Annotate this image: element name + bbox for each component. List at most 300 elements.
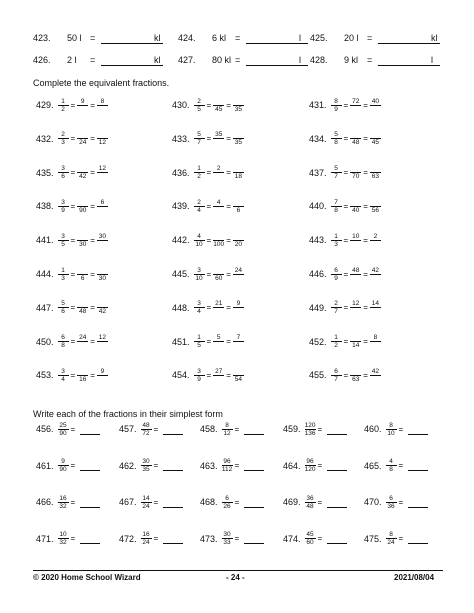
answer-line[interactable] bbox=[80, 424, 100, 435]
fraction bbox=[233, 267, 244, 282]
question-number: 460. bbox=[364, 424, 382, 434]
equals-sign: = bbox=[343, 134, 349, 144]
simplify-fraction-question bbox=[283, 420, 347, 438]
equivalent-fraction-question bbox=[309, 266, 381, 282]
question-number: 461. bbox=[36, 460, 54, 471]
question-number: 433. bbox=[172, 133, 190, 144]
fraction bbox=[350, 131, 361, 146]
numerator: 2 bbox=[197, 97, 201, 105]
equals-sign: = bbox=[343, 269, 349, 279]
answer-line[interactable] bbox=[80, 460, 100, 471]
simplify-fraction-question bbox=[200, 530, 264, 548]
equals-sign: = bbox=[367, 33, 373, 43]
numerator bbox=[77, 165, 88, 172]
equivalent-fraction-question bbox=[172, 198, 244, 214]
denominator: 10 bbox=[387, 429, 395, 437]
equals-sign: = bbox=[206, 201, 212, 211]
answer-line[interactable] bbox=[163, 460, 183, 471]
answer-line[interactable] bbox=[408, 497, 428, 508]
section-heading-equivalent: Complete the equivalent fractions. bbox=[33, 78, 170, 88]
equals-sign: = bbox=[363, 235, 368, 245]
fraction bbox=[58, 458, 69, 473]
numerator bbox=[233, 233, 244, 240]
simplify-fraction-question bbox=[283, 457, 347, 475]
denominator bbox=[213, 173, 224, 180]
equivalent-fraction-question bbox=[36, 266, 108, 282]
denominator: 5 bbox=[197, 342, 201, 350]
equals-sign: = bbox=[90, 337, 95, 347]
numerator: 5 bbox=[334, 165, 338, 173]
numerator bbox=[233, 131, 244, 138]
answer-line[interactable] bbox=[101, 65, 163, 66]
denominator: 6 bbox=[236, 206, 241, 214]
question-number: 425. bbox=[310, 33, 328, 43]
equals-sign: = bbox=[363, 168, 368, 178]
question-number: 467. bbox=[119, 497, 137, 507]
equals-sign: = bbox=[206, 134, 212, 144]
denominator: 36 bbox=[387, 502, 395, 510]
equals-sign: = bbox=[343, 303, 349, 313]
equals-sign: = bbox=[206, 235, 212, 245]
answer-line[interactable] bbox=[80, 533, 100, 544]
numerator bbox=[350, 131, 361, 138]
numerator bbox=[233, 98, 244, 105]
numerator bbox=[97, 300, 108, 307]
denominator: 48 bbox=[79, 308, 87, 316]
equals-sign: = bbox=[70, 269, 76, 279]
equals-sign: = bbox=[363, 201, 368, 211]
numerator: 1 bbox=[334, 232, 338, 240]
simplify-fraction-question bbox=[119, 530, 183, 548]
denominator bbox=[350, 241, 361, 248]
equals-sign: = bbox=[363, 370, 368, 380]
numerator: 5 bbox=[216, 334, 221, 342]
denominator bbox=[350, 308, 361, 315]
numerator bbox=[350, 334, 361, 341]
denominator: 26 bbox=[223, 502, 231, 510]
fraction bbox=[370, 267, 381, 282]
fraction bbox=[350, 199, 361, 214]
numerator: 2 bbox=[216, 165, 221, 173]
numerator bbox=[97, 131, 108, 138]
answer-line[interactable] bbox=[378, 65, 440, 66]
denominator bbox=[213, 139, 224, 146]
question-number: 432. bbox=[36, 133, 54, 144]
fraction bbox=[386, 495, 397, 510]
equals-sign: = bbox=[90, 134, 95, 144]
denominator: 9 bbox=[197, 375, 201, 383]
numerator: 42 bbox=[371, 367, 379, 375]
denominator: 100 bbox=[213, 240, 225, 248]
equivalent-fraction-question bbox=[172, 131, 244, 147]
denominator: 45 bbox=[371, 139, 379, 147]
denominator: 60 bbox=[215, 274, 223, 282]
fraction bbox=[350, 165, 361, 180]
denominator bbox=[213, 376, 224, 383]
fraction bbox=[213, 98, 224, 113]
question-number: 453. bbox=[36, 370, 54, 381]
answer-line[interactable] bbox=[327, 460, 347, 471]
footer-date: 2021/08/04 bbox=[394, 573, 435, 582]
question-number: 475. bbox=[364, 533, 382, 544]
answer-line[interactable] bbox=[246, 65, 308, 66]
fraction bbox=[233, 131, 244, 146]
denominator: 90 bbox=[79, 206, 87, 214]
fraction bbox=[350, 334, 361, 349]
denominator: 30 bbox=[79, 240, 87, 248]
equals-sign: = bbox=[90, 269, 95, 279]
equals-sign: = bbox=[235, 33, 241, 43]
equals-sign: = bbox=[363, 134, 368, 144]
numerator: 48 bbox=[142, 421, 150, 429]
equivalent-fraction-question bbox=[172, 367, 244, 383]
equals-sign: = bbox=[317, 534, 323, 543]
answer-line[interactable] bbox=[163, 497, 183, 508]
simplify-fraction-question bbox=[283, 493, 347, 511]
question-number: 447. bbox=[36, 302, 54, 313]
fraction bbox=[222, 495, 233, 510]
fraction bbox=[386, 531, 397, 546]
fraction bbox=[77, 334, 88, 349]
equals-sign: = bbox=[317, 424, 323, 434]
equals-sign: = bbox=[90, 168, 95, 178]
numerator: 8 bbox=[389, 531, 393, 538]
fraction bbox=[305, 531, 316, 546]
denominator: 4 bbox=[61, 375, 65, 383]
numerator: 36 bbox=[306, 494, 314, 502]
unit: l bbox=[299, 55, 301, 65]
denominator bbox=[370, 241, 381, 248]
fraction bbox=[233, 233, 244, 248]
equivalent-fraction-question bbox=[309, 367, 381, 383]
fraction bbox=[370, 368, 381, 383]
equals-sign: = bbox=[153, 497, 159, 507]
fraction bbox=[77, 131, 88, 146]
numerator bbox=[350, 165, 361, 172]
fraction bbox=[194, 334, 205, 349]
equals-sign: = bbox=[70, 235, 76, 245]
numerator: 9 bbox=[61, 458, 65, 465]
equals-sign: = bbox=[90, 201, 95, 211]
denominator bbox=[350, 275, 361, 282]
numerator: 24 bbox=[79, 334, 87, 342]
denominator: 9 bbox=[61, 206, 65, 214]
fraction bbox=[331, 199, 342, 214]
question-number: 454. bbox=[172, 370, 190, 381]
question-number: 463. bbox=[200, 460, 218, 471]
fraction bbox=[141, 422, 152, 437]
fraction bbox=[331, 233, 342, 248]
equals-sign: = bbox=[234, 424, 240, 434]
answer-line[interactable] bbox=[163, 533, 183, 544]
question-number: 427. bbox=[178, 55, 196, 65]
numerator: 10 bbox=[352, 232, 360, 240]
answer-line[interactable] bbox=[244, 460, 264, 471]
fraction bbox=[58, 199, 69, 214]
equals-sign: = bbox=[206, 337, 212, 347]
equivalent-fraction-question bbox=[172, 334, 244, 350]
question-number: 459. bbox=[283, 424, 301, 434]
denominator: 7 bbox=[334, 173, 338, 181]
answer-line[interactable] bbox=[408, 424, 428, 435]
answer-line[interactable] bbox=[163, 424, 183, 435]
denominator: 136 bbox=[304, 429, 316, 437]
fraction bbox=[305, 495, 316, 510]
denominator: 32 bbox=[59, 539, 67, 546]
equivalent-fraction-question bbox=[309, 198, 381, 214]
fraction bbox=[233, 199, 244, 214]
fraction bbox=[331, 131, 342, 146]
denominator: 48 bbox=[306, 502, 314, 510]
equals-sign: = bbox=[153, 461, 159, 470]
denominator: 2 bbox=[334, 342, 338, 350]
numerator bbox=[370, 165, 381, 172]
numerator: 3 bbox=[197, 266, 201, 274]
numerator: 12 bbox=[98, 334, 106, 342]
equivalent-fraction-question bbox=[36, 300, 108, 316]
equals-sign: = bbox=[206, 269, 212, 279]
fraction bbox=[331, 165, 342, 180]
equals-sign: = bbox=[70, 100, 76, 110]
question-number: 442. bbox=[172, 235, 190, 246]
numerator: 5 bbox=[197, 131, 201, 139]
fraction bbox=[141, 531, 152, 546]
numerator bbox=[213, 233, 224, 240]
simplify-fraction-question bbox=[200, 493, 264, 511]
denominator: 9 bbox=[334, 274, 338, 282]
fraction bbox=[58, 368, 69, 383]
answer-line[interactable] bbox=[378, 43, 440, 44]
denominator: 8 bbox=[334, 139, 338, 147]
numerator: 9 bbox=[80, 97, 85, 105]
answer-line[interactable] bbox=[327, 533, 347, 544]
denominator: 33 bbox=[223, 539, 231, 546]
denominator bbox=[213, 308, 224, 315]
answer-line[interactable] bbox=[80, 497, 100, 508]
quantity: 80 kl bbox=[212, 55, 232, 65]
fraction bbox=[386, 458, 397, 473]
answer-line[interactable] bbox=[246, 43, 308, 44]
equals-sign: = bbox=[235, 55, 241, 65]
answer-line[interactable] bbox=[408, 460, 428, 471]
equals-sign: = bbox=[226, 168, 231, 178]
simplify-fraction-question bbox=[119, 457, 183, 475]
fraction bbox=[370, 165, 381, 180]
equals-sign: = bbox=[398, 497, 404, 507]
simplify-fraction-question bbox=[364, 420, 428, 438]
simplify-fraction-question bbox=[119, 420, 183, 438]
fraction bbox=[77, 368, 88, 383]
numerator: 8 bbox=[373, 334, 378, 342]
fraction bbox=[194, 98, 205, 113]
equals-sign: = bbox=[90, 235, 95, 245]
denominator: 2 bbox=[61, 105, 65, 113]
fraction bbox=[58, 531, 69, 546]
equals-sign: = bbox=[363, 337, 368, 347]
fraction bbox=[233, 300, 244, 315]
numerator: 30 bbox=[142, 458, 150, 465]
equals-sign: = bbox=[363, 303, 368, 313]
equivalent-fraction-question bbox=[309, 232, 381, 248]
fraction bbox=[213, 334, 224, 349]
equals-sign: = bbox=[343, 201, 349, 211]
fraction bbox=[213, 267, 224, 282]
equals-sign: = bbox=[226, 370, 231, 380]
answer-line[interactable] bbox=[244, 424, 264, 435]
fraction bbox=[222, 458, 233, 473]
fraction bbox=[194, 199, 205, 214]
answer-line[interactable] bbox=[327, 497, 347, 508]
equals-sign: = bbox=[70, 424, 76, 434]
denominator: 4 bbox=[197, 206, 201, 214]
equals-sign: = bbox=[206, 303, 212, 313]
numerator: 3 bbox=[61, 232, 65, 240]
question-number: 434. bbox=[309, 133, 327, 144]
denominator: 30 bbox=[98, 274, 106, 282]
equals-sign: = bbox=[153, 424, 159, 434]
equals-sign: = bbox=[90, 55, 96, 65]
question-number: 474. bbox=[283, 533, 301, 544]
denominator bbox=[97, 241, 108, 248]
equivalent-fraction-question bbox=[36, 198, 108, 214]
numerator: 1 bbox=[197, 165, 201, 173]
numerator bbox=[233, 165, 244, 172]
numerator: 4 bbox=[197, 232, 201, 240]
fraction bbox=[370, 334, 381, 349]
equals-sign: = bbox=[70, 201, 76, 211]
denominator bbox=[77, 342, 88, 349]
denominator: 18 bbox=[234, 173, 242, 181]
denominator bbox=[233, 308, 244, 315]
fraction bbox=[58, 300, 69, 315]
simplify-fraction-question bbox=[36, 420, 100, 438]
question-number: 449. bbox=[309, 302, 327, 313]
denominator: 3 bbox=[334, 240, 338, 248]
quantity: 20 l bbox=[344, 33, 359, 43]
denominator: 56 bbox=[371, 206, 379, 214]
equals-sign: = bbox=[398, 424, 404, 434]
equals-sign: = bbox=[343, 235, 349, 245]
denominator bbox=[370, 376, 381, 383]
numerator: 30 bbox=[223, 531, 231, 538]
answer-line[interactable] bbox=[408, 533, 428, 544]
fraction bbox=[77, 233, 88, 248]
question-number: 473. bbox=[200, 533, 218, 544]
equivalent-fraction-question bbox=[309, 131, 381, 147]
numerator: 24 bbox=[234, 266, 242, 274]
denominator: 9 bbox=[334, 105, 338, 113]
question-number: 446. bbox=[309, 269, 327, 279]
fraction bbox=[386, 422, 397, 437]
numerator: 45 bbox=[306, 531, 314, 538]
fraction bbox=[331, 368, 342, 383]
unit: kl bbox=[431, 33, 438, 43]
numerator: 12 bbox=[98, 165, 106, 173]
equals-sign: = bbox=[70, 370, 76, 380]
fraction bbox=[331, 98, 342, 113]
fraction bbox=[194, 165, 205, 180]
denominator: 6 bbox=[80, 274, 85, 282]
denominator: 12 bbox=[223, 429, 231, 437]
numerator: 8 bbox=[389, 421, 393, 429]
equals-sign: = bbox=[206, 370, 212, 380]
numerator bbox=[350, 368, 361, 375]
equivalent-fraction-question bbox=[309, 334, 381, 350]
question-number: 466. bbox=[36, 497, 54, 507]
fraction bbox=[97, 165, 108, 180]
answer-line[interactable] bbox=[101, 43, 163, 44]
equals-sign: = bbox=[70, 497, 76, 507]
numerator: 6 bbox=[334, 266, 338, 274]
denominator: 32 bbox=[59, 502, 67, 510]
fraction bbox=[305, 422, 316, 437]
numerator: 6 bbox=[334, 367, 338, 375]
fraction bbox=[213, 368, 224, 383]
numerator: 12 bbox=[352, 300, 360, 308]
equivalent-fraction-question bbox=[36, 97, 108, 113]
fraction bbox=[370, 98, 381, 113]
numerator: 2 bbox=[61, 131, 65, 139]
numerator bbox=[233, 368, 244, 375]
answer-line[interactable] bbox=[244, 533, 264, 544]
numerator bbox=[370, 131, 381, 138]
equivalent-fraction-question bbox=[309, 165, 381, 181]
numerator: 6 bbox=[100, 198, 105, 206]
equals-sign: = bbox=[206, 168, 212, 178]
denominator: 60 bbox=[306, 539, 314, 546]
simplify-fraction-question bbox=[36, 530, 100, 548]
fraction bbox=[213, 131, 224, 146]
numerator bbox=[97, 267, 108, 274]
denominator: 112 bbox=[221, 466, 233, 473]
question-number: 430. bbox=[172, 100, 190, 110]
denominator: 20 bbox=[234, 240, 242, 248]
fraction bbox=[58, 267, 69, 282]
numerator: 25 bbox=[59, 421, 67, 429]
numerator: 9 bbox=[236, 300, 241, 308]
fraction bbox=[370, 199, 381, 214]
equivalent-fraction-question bbox=[36, 131, 108, 147]
simplify-fraction-question bbox=[119, 493, 183, 511]
denominator bbox=[233, 275, 244, 282]
fraction bbox=[58, 422, 69, 437]
answer-line[interactable] bbox=[327, 424, 347, 435]
unit: kl bbox=[154, 55, 161, 65]
equals-sign: = bbox=[90, 33, 96, 43]
answer-line[interactable] bbox=[244, 497, 264, 508]
fraction bbox=[213, 199, 224, 214]
question-number: 443. bbox=[309, 235, 327, 246]
fraction bbox=[194, 300, 205, 315]
denominator bbox=[370, 106, 381, 113]
numerator: 3 bbox=[197, 300, 201, 308]
denominator: 7 bbox=[334, 308, 338, 316]
denominator: 35 bbox=[234, 105, 242, 113]
question-number: 426. bbox=[33, 55, 51, 65]
equals-sign: = bbox=[90, 370, 95, 380]
question-number: 450. bbox=[36, 336, 54, 347]
numerator: 1 bbox=[334, 334, 338, 342]
denominator bbox=[97, 173, 108, 180]
denominator: 120 bbox=[304, 466, 316, 473]
fraction bbox=[222, 531, 233, 546]
denominator: 12 bbox=[98, 139, 106, 147]
quantity: 9 kl bbox=[344, 55, 359, 65]
fraction bbox=[194, 131, 205, 146]
denominator: 4 bbox=[197, 308, 201, 316]
denominator: 10 bbox=[195, 274, 203, 282]
equals-sign: = bbox=[70, 461, 76, 470]
